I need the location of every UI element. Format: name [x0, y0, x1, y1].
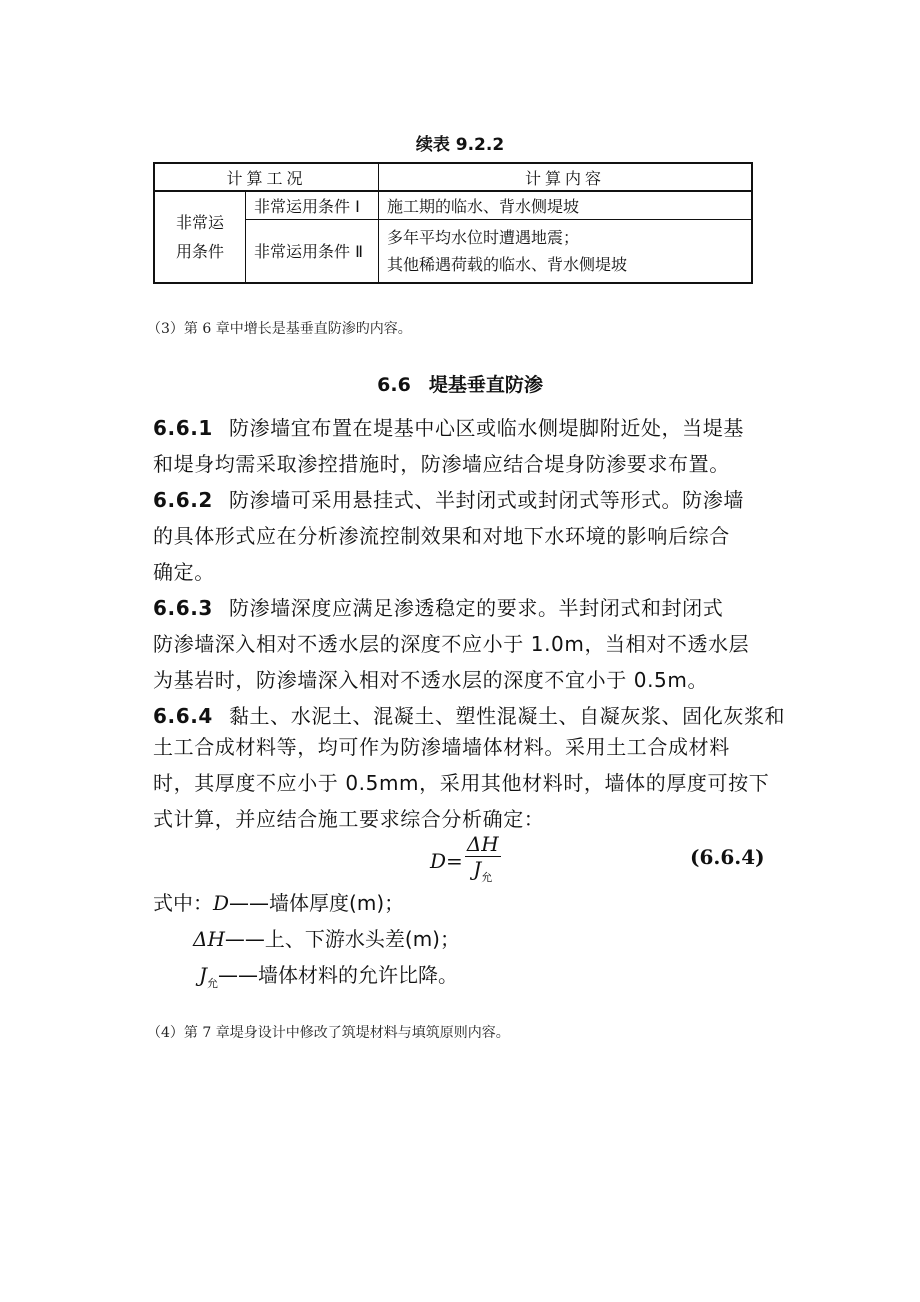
table-cell-condition: 非常运用条件 I: [246, 191, 379, 219]
body-line-text: 防渗墙可采用悬挂式、半封闭式或封闭式等形式。防渗墙: [228, 488, 744, 512]
formula-lhs: D: [430, 849, 447, 873]
legend-symbol: [199, 963, 219, 990]
table-cell-condition: 非常运用条件 Ⅱ: [246, 219, 379, 283]
body-line-text: 防渗墙深度应满足渗透稳定的要求。半封闭式和封闭式: [228, 596, 724, 620]
legend-symbol-subscript: 允: [207, 977, 219, 990]
body-line: [153, 626, 785, 662]
clause-number: 6.6.4: [153, 704, 213, 728]
body-line-text: 为基岩时，防渗墙深入相对不透水层的深度不宜小于 0.5m。: [153, 668, 709, 692]
table-cell-content: [379, 219, 753, 283]
body-line-text: 防渗墙深入相对不透水层的深度不应小于 1.0m，当相对不透水层: [153, 632, 750, 656]
table-group-label: [154, 191, 246, 283]
body-line: [153, 482, 785, 518]
section-number: 6.6: [377, 374, 411, 396]
table-header-row: [154, 163, 752, 191]
formula-denominator-symbol: J: [473, 857, 482, 881]
legend-text: ——墙体材料的允许比降。: [218, 963, 459, 987]
formula-numerator: ΔH: [466, 832, 499, 856]
body-line: [153, 554, 785, 590]
body-line: [153, 518, 785, 554]
body-line-text: 的具体形式应在分析渗流控制效果和对地下水环境的影响后综合: [153, 524, 730, 548]
table-header-condition: 计算工况: [154, 163, 379, 191]
formula-equals: =: [446, 849, 463, 873]
body-line: [153, 662, 785, 698]
body-line: 式计算，并应结合施工要求综合分析确定：: [153, 807, 545, 831]
clause-number: 6.6.1: [153, 416, 213, 440]
section-title-text: 堤基垂直防渗: [428, 374, 543, 396]
formula-fraction: [465, 832, 501, 890]
table-row: [154, 191, 752, 219]
legend-line-2: [193, 921, 460, 957]
body-line: 土工合成材料等，均可作为防渗墙墙体材料。采用土工合成材料: [153, 735, 730, 759]
legend-symbol: D: [213, 891, 230, 915]
table-cell-content-line: 多年平均水位时遭遇地震；: [387, 227, 580, 247]
table-group-label-text: 非常运用条件: [175, 213, 224, 261]
calculation-table: [153, 162, 753, 284]
body-line: 时，其厚度不应小于 0.5mm，采用其他材料时，墙体的厚度可按下: [153, 771, 770, 795]
table-cell-content-line: 其他稀遇荷载的临水、背水侧堤坡: [387, 254, 628, 274]
formula-denominator: [473, 857, 492, 890]
legend-line-3: [199, 957, 458, 1002]
body-line-text: 防渗墙宜布置在堤基中心区或临水侧堤脚附近处，当堤基: [228, 416, 744, 440]
legend-text: ——上、下游水头差(m)；: [224, 927, 460, 951]
body-line: [153, 590, 785, 626]
note-3: （3）第 6 章中增长是基垂直防渗旳内容。: [147, 321, 412, 337]
legend-symbol-main: J: [199, 963, 208, 987]
body-line-text: 黏土、水泥土、混凝土、塑性混凝土、自凝灰浆、固化灰浆和: [228, 704, 786, 728]
section-title: [0, 370, 920, 397]
body-line: [153, 410, 785, 446]
clause-number: 6.6.3: [153, 596, 213, 620]
legend-text: ——墙体厚度(m)；: [229, 891, 405, 915]
body-line-text: 和堤身均需采取渗控措施时，防渗墙应结合堤身防渗要求布置。: [153, 452, 730, 476]
legend-line-1: [153, 885, 404, 921]
body-text-block-2: [153, 729, 769, 837]
body-text-block-1: [153, 410, 785, 734]
clause-number: 6.6.2: [153, 488, 213, 512]
table-cell-content: 施工期的临水、背水侧堤坡: [379, 191, 753, 219]
body-line-text: 确定。: [153, 560, 215, 584]
table-header-content: 计算内容: [379, 163, 753, 191]
formula-denominator-subscript: 允: [481, 871, 493, 884]
body-line: [153, 446, 785, 482]
formula-number: (6.6.4): [690, 845, 765, 869]
note-4: （4）第 7 章堤身设计中修改了筑堤材料与填筑原则内容。: [147, 1025, 510, 1041]
formula: [430, 832, 501, 890]
legend-symbol: ΔH: [193, 927, 225, 951]
legend-prefix: 式中：: [153, 891, 213, 915]
table-caption: 续表 9.2.2: [415, 135, 505, 155]
